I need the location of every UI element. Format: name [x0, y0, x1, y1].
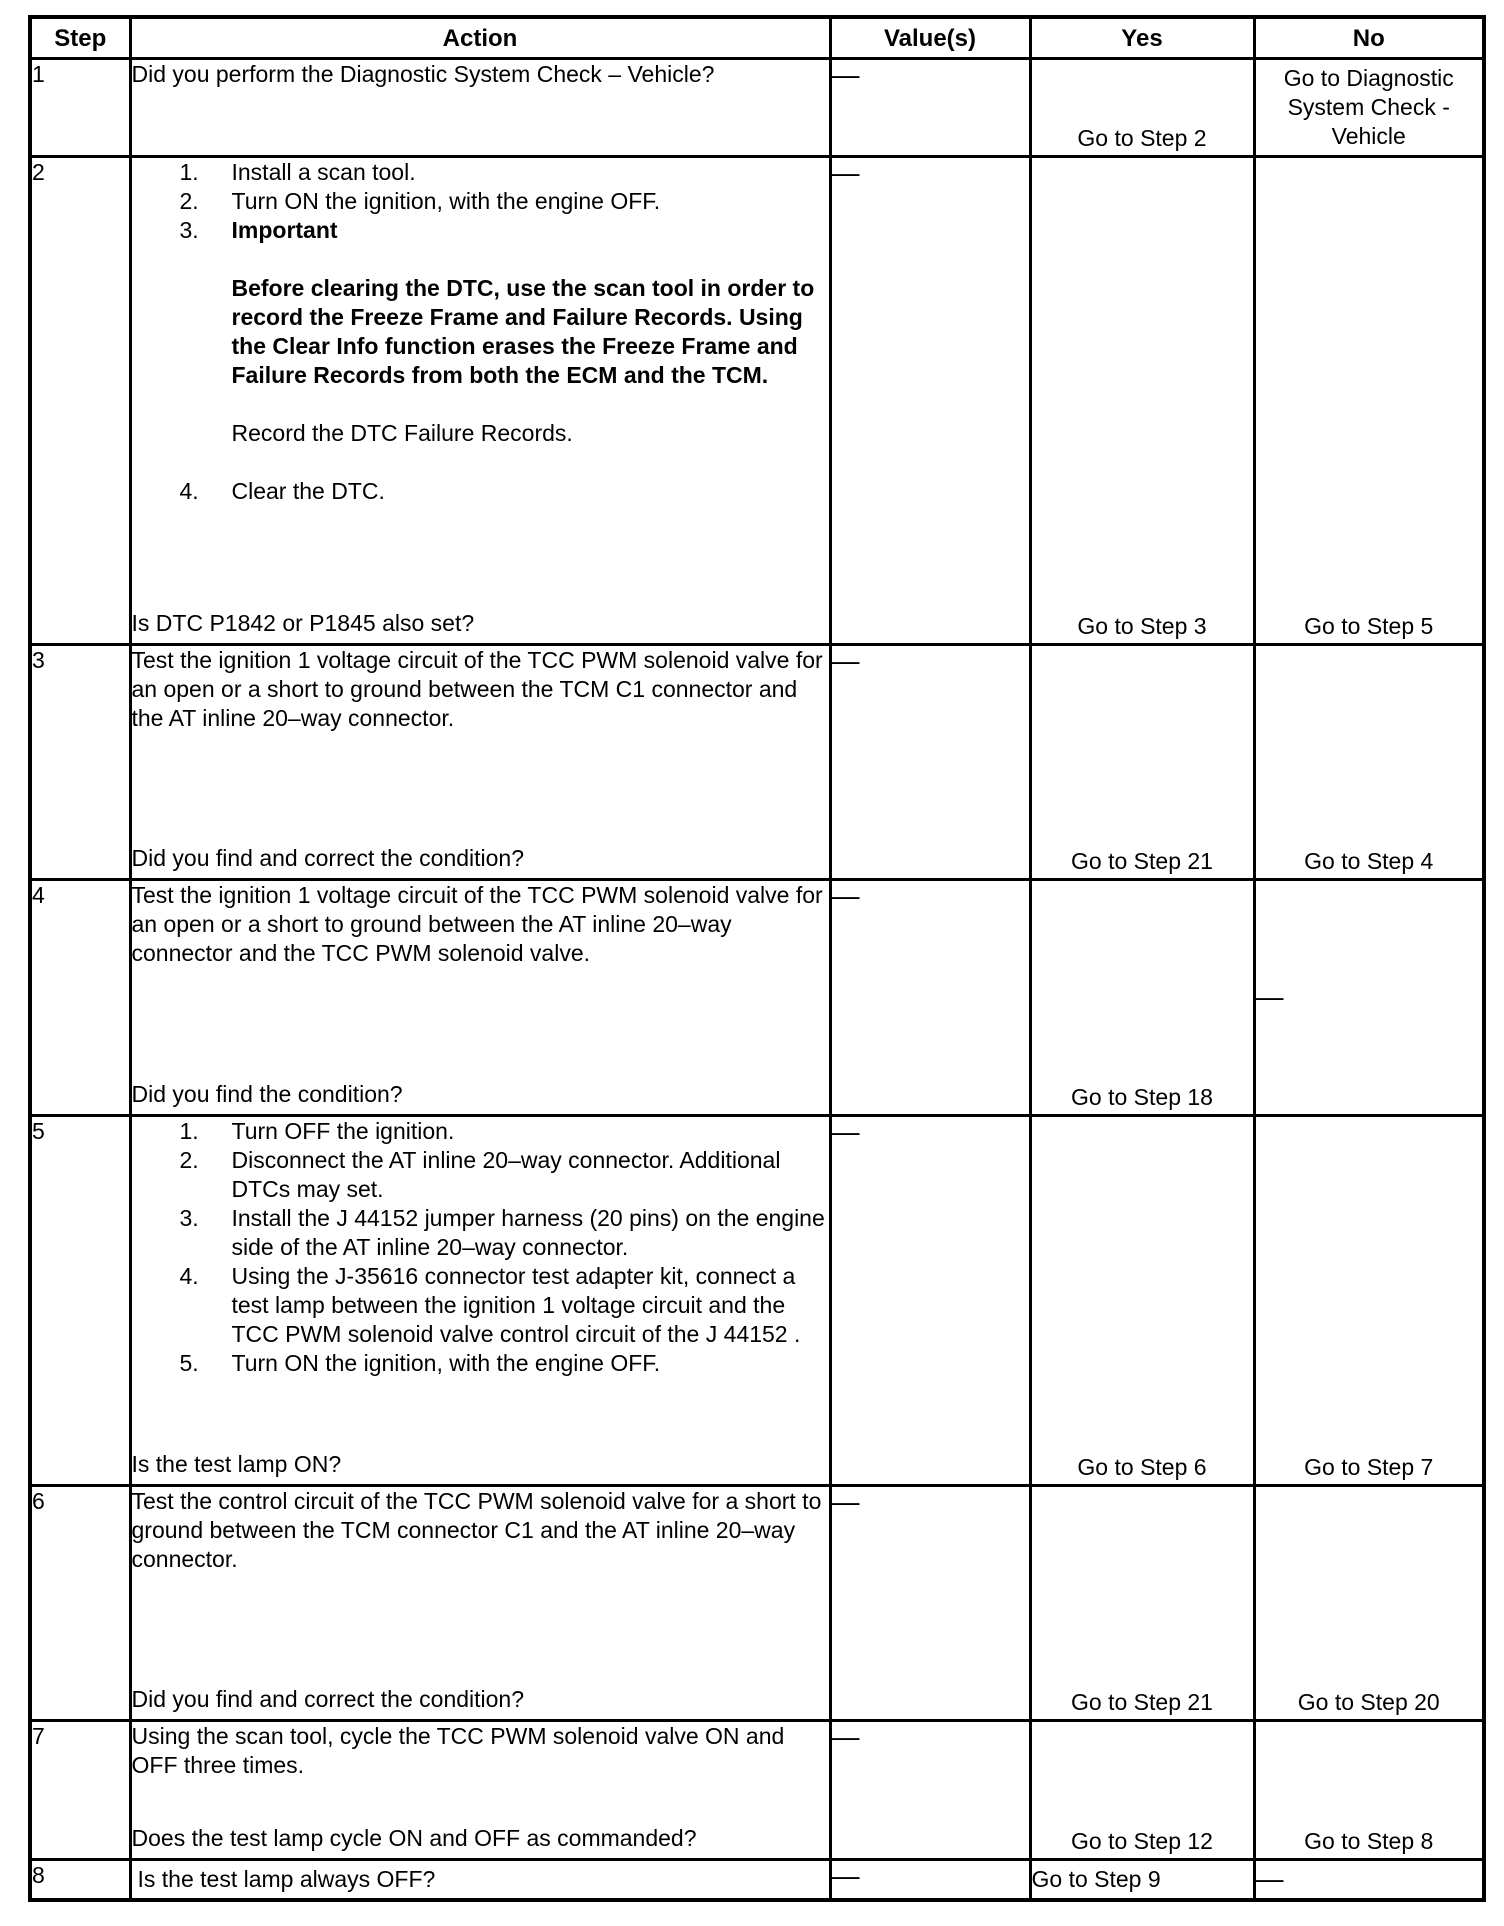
- table-row: [30, 1116, 1484, 1486]
- table-row: [30, 59, 1484, 157]
- value-text: —: [831, 1116, 860, 1147]
- value-text: —: [831, 880, 860, 911]
- no-cell: [1254, 1116, 1484, 1486]
- no-cell: [1254, 1860, 1484, 1900]
- step-number: 8: [30, 1860, 130, 1900]
- yes-link[interactable]: Go to Step 2: [1077, 125, 1207, 151]
- list-item: 4. Using the J-35616 connector test adapter kit, connect a test lamp between the ignition 1 voltage circuit and the TCC PWM solenoid valve control circuit of the J 44152 .: [179, 1263, 801, 1347]
- action-cell: [130, 1721, 830, 1860]
- action-question: Is DTC P1842 or P1845 also set?: [131, 610, 475, 636]
- value-text: —: [831, 1860, 860, 1891]
- no-cell: [1254, 880, 1484, 1116]
- yes-cell: [1030, 1116, 1254, 1486]
- value-text: —: [831, 1486, 860, 1517]
- list-item: 2. Turn ON the ignition, with the engine OFF.: [179, 188, 661, 214]
- action-cell: [130, 59, 830, 157]
- value-text: —: [831, 157, 860, 188]
- header-values: Value(s): [830, 17, 1030, 59]
- header-step: Step: [30, 17, 130, 59]
- yes-cell: [1030, 157, 1254, 645]
- header-no: No: [1254, 17, 1484, 59]
- action-cell: [130, 880, 830, 1116]
- value-cell: [830, 157, 1030, 645]
- action-cell: [130, 1486, 830, 1721]
- important-note: Before clearing the DTC, use the scan tool in order to record the Freeze Frame and Failure Records. Using the Clear Info function erases the Freeze Frame and Failure Records from both the ECM and the TCM.: [231, 275, 815, 388]
- no-link[interactable]: Go to Step 4: [1304, 848, 1434, 874]
- important-title: Important: [231, 217, 338, 243]
- yes-cell: [1030, 1860, 1254, 1900]
- table-row: [30, 880, 1484, 1116]
- value-text: —: [831, 645, 860, 676]
- no-link[interactable]: Go to Step 5: [1304, 613, 1434, 639]
- no-link[interactable]: Go to Step 8: [1304, 1828, 1434, 1854]
- action-text: Test the ignition 1 voltage circuit of the TCC PWM solenoid valve for an open or a short to ground between the AT inline 20–way connector and the TCC PWM solenoid valve.: [131, 882, 823, 966]
- value-text: —: [831, 1721, 860, 1752]
- no-cell: [1254, 157, 1484, 645]
- action-text: Test the control circuit of the TCC PWM solenoid valve for a short to ground between the TCM connector C1 and the AT inline 20–way connector.: [131, 1488, 822, 1572]
- no-cell: [1254, 59, 1484, 157]
- action-question: Does the test lamp cycle ON and OFF as commanded?: [131, 1825, 697, 1851]
- step-number: 4: [30, 880, 130, 1116]
- no-cell: [1254, 1486, 1484, 1721]
- action-steps-list: [132, 158, 829, 506]
- no-cell: [1254, 1721, 1484, 1860]
- yes-link[interactable]: Go to Step 12: [1071, 1828, 1213, 1854]
- header-row: [30, 17, 1484, 59]
- action-cell: [130, 157, 830, 645]
- no-link[interactable]: Go to Step 20: [1297, 1689, 1440, 1715]
- value-cell: [830, 1116, 1030, 1486]
- yes-cell: [1030, 1486, 1254, 1721]
- yes-link[interactable]: Go to Step 3: [1077, 613, 1207, 639]
- action-steps-list: [132, 1117, 829, 1378]
- list-item: 1. Install a scan tool.: [179, 159, 416, 185]
- no-link[interactable]: Go to Step 7: [1304, 1454, 1434, 1480]
- action-text: Is the test lamp always OFF?: [137, 1865, 436, 1892]
- value-cell: [830, 880, 1030, 1116]
- diagnostic-table: [28, 15, 1486, 1902]
- table-row: [30, 1486, 1484, 1721]
- action-question: Did you find the condition?: [131, 1081, 403, 1107]
- list-item: 4. Clear the DTC.: [179, 478, 385, 504]
- list-item: 3. Important Before clearing the DTC, use the scan tool in order to record the Freeze Frame and Failure Records. Using the Clear Info function erases the Freeze Frame and Failure Records from both the ECM and the TCM. Record the DTC Failure Records.: [132, 216, 829, 477]
- action-question: Did you find and correct the condition?: [131, 1686, 525, 1712]
- value-cell: [830, 645, 1030, 880]
- action-cell: [130, 1116, 830, 1486]
- action-text: Test the ignition 1 voltage circuit of the TCC PWM solenoid valve for an open or a short to ground between the TCM C1 connector and the AT inline 20–way connector.: [131, 647, 823, 731]
- step-number: 3: [30, 645, 130, 880]
- value-cell: [830, 1721, 1030, 1860]
- yes-link[interactable]: Go to Step 21: [1071, 848, 1213, 874]
- value-cell: [830, 1486, 1030, 1721]
- header-yes: Yes: [1030, 17, 1254, 59]
- table-row: [30, 645, 1484, 880]
- action-cell: [130, 1860, 830, 1900]
- no-value: —: [1255, 1862, 1284, 1894]
- yes-cell: [1030, 645, 1254, 880]
- table-row: [30, 1860, 1484, 1900]
- list-item: 1. Turn OFF the ignition.: [179, 1118, 455, 1144]
- value-text: —: [831, 59, 860, 90]
- action-question: Is the test lamp ON?: [131, 1451, 342, 1477]
- yes-link[interactable]: Go to Step 6: [1077, 1454, 1207, 1480]
- yes-link[interactable]: Go to Step 18: [1071, 1084, 1213, 1110]
- step-number: 1: [30, 59, 130, 157]
- action-question: Did you find and correct the condition?: [131, 845, 525, 871]
- no-link[interactable]: Go to Diagnostic System Check - Vehicle: [1283, 65, 1454, 149]
- table-row: [30, 157, 1484, 645]
- action-cell: [130, 645, 830, 880]
- record-instruction: Record the DTC Failure Records.: [231, 420, 573, 446]
- list-item: 2. Disconnect the AT inline 20–way connector. Additional DTCs may set.: [179, 1147, 781, 1202]
- table-row: [30, 1721, 1484, 1860]
- no-value: —: [1255, 981, 1284, 1012]
- yes-cell: [1030, 59, 1254, 157]
- action-text: Did you perform the Diagnostic System Check – Vehicle?: [131, 61, 715, 87]
- step-number: 6: [30, 1486, 130, 1721]
- value-cell: [830, 59, 1030, 157]
- list-item: 3. Install the J 44152 jumper harness (20 pins) on the engine side of the AT inline 20–way connector.: [179, 1205, 825, 1260]
- step-number: 5: [30, 1116, 130, 1486]
- step-number: 2: [30, 157, 130, 645]
- action-text: Using the scan tool, cycle the TCC PWM solenoid valve ON and OFF three times.: [131, 1723, 785, 1778]
- yes-cell: [1030, 880, 1254, 1116]
- value-cell: [830, 1860, 1030, 1900]
- yes-link[interactable]: Go to Step 9: [1031, 1865, 1161, 1892]
- yes-cell: [1030, 1721, 1254, 1860]
- header-action: Action: [130, 17, 830, 59]
- list-item: 5. Turn ON the ignition, with the engine OFF.: [179, 1350, 661, 1376]
- no-cell: [1254, 645, 1484, 880]
- yes-link[interactable]: Go to Step 21: [1071, 1689, 1213, 1715]
- step-number: 7: [30, 1721, 130, 1860]
